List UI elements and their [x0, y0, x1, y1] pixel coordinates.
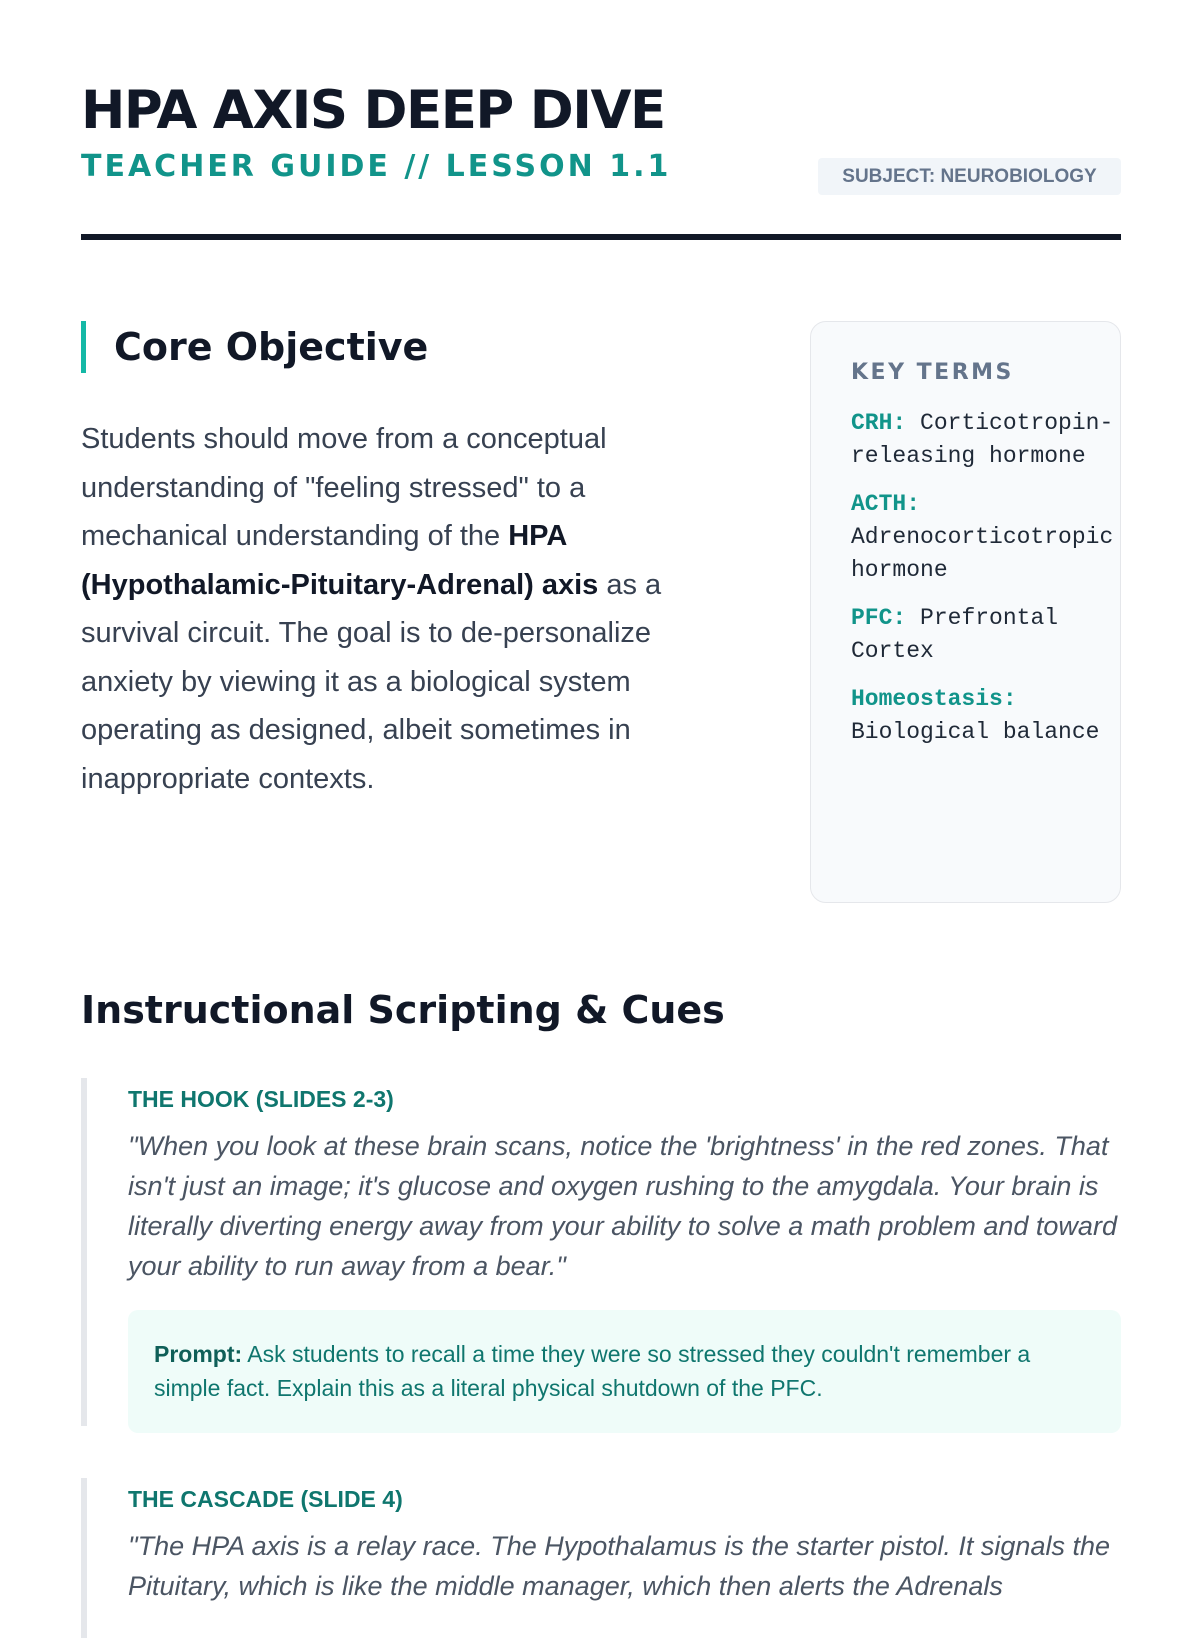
- term-name: CRH:: [851, 410, 907, 436]
- subject-badge: SUBJECT: NEUROBIOLOGY: [818, 158, 1121, 195]
- cue-label: THE HOOK (SLIDES 2-3): [128, 1086, 394, 1112]
- cue-label: THE CASCADE (SLIDE 4): [128, 1486, 403, 1512]
- lesson-subtitle: TEACHER GUIDE // LESSON 1.1: [81, 149, 672, 184]
- prompt-text: Ask students to recall a time they were so stressed they couldn't remember a simple fact. Explain this as a literal physical shutdown of the PFC.: [154, 1341, 1031, 1401]
- term-name: ACTH:: [851, 491, 921, 517]
- objective-text-bold: HPA (Hypothalamic-Pituitary-Adrenal) axis: [81, 520, 599, 601]
- header-divider: [81, 234, 1121, 240]
- term-name: Homeostasis:: [851, 686, 1017, 712]
- key-term: [851, 683, 1121, 749]
- key-term: [851, 407, 1121, 473]
- page-title: HPA AXIS DEEP DIVE: [81, 80, 665, 141]
- key-term: [851, 488, 1121, 587]
- cue-quote: "When you look at these brain scans, notice the 'brightness' in the red zones. That isn't just an image; it's glucose and oxygen rushing to the amygdala. Your brain is literally diverting energy away from your ability to solve a math problem and toward your ability to run away from a bear.": [128, 1131, 1117, 1281]
- term-definition: Corticotropin-releasing hormone: [851, 410, 1114, 469]
- cue-block-cascade: [81, 1478, 1121, 1638]
- prompt-box: [128, 1310, 1121, 1433]
- cue-quote: "The HPA axis is a relay race. The Hypothalamus is the starter pistol. It signals the Pituitary, which is like the middle manager, which then alerts the Adrenals: [128, 1531, 1110, 1601]
- instruction-heading: Instructional Scripting & Cues: [81, 988, 725, 1032]
- term-definition: Adrenocorticotropic hormone: [851, 524, 1114, 583]
- cue-block-hook: [81, 1078, 1121, 1426]
- term-definition: Prefrontal Cortex: [851, 605, 1059, 664]
- objective-heading: Core Objective: [114, 325, 429, 369]
- key-terms-card: [810, 321, 1121, 903]
- objective-text-start: Students should move from a conceptual understanding of "feeling stressed" to a mechanical understanding of the: [81, 423, 607, 552]
- term-name: PFC:: [851, 605, 907, 631]
- objective-text-end: as a survival circuit. The goal is to de-personalize anxiety by viewing it as a biological system operating as designed, albeit sometimes in inappropriate contexts.: [81, 568, 662, 795]
- objective-paragraph: [81, 415, 731, 803]
- objective-accent-bar: [81, 321, 86, 373]
- prompt-label: Prompt:: [154, 1341, 243, 1367]
- key-term: [851, 602, 1121, 668]
- term-definition: Biological balance: [851, 719, 1100, 745]
- key-terms-title: KEY TERMS: [851, 360, 1014, 385]
